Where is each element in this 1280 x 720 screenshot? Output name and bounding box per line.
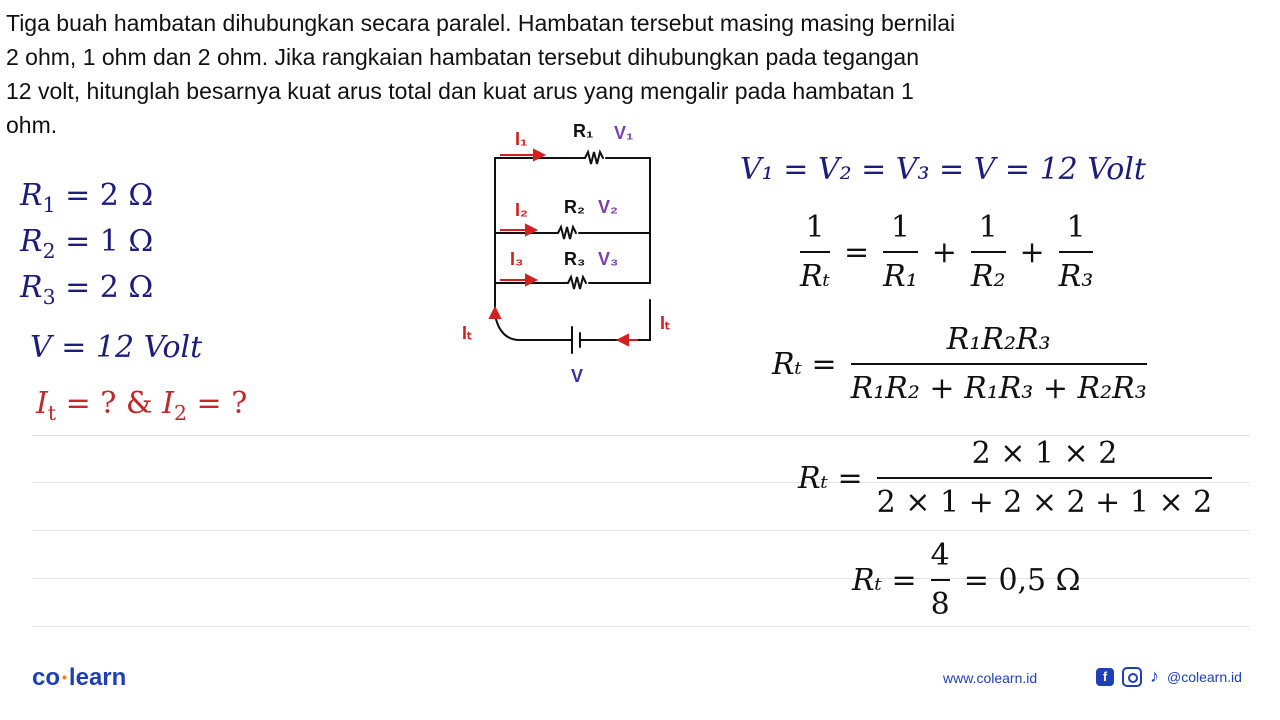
given-r2: $R_2 = 1$ Ω [20,224,154,264]
colearn-logo: co •learn [32,664,127,691]
website-link[interactable]: www.colearn.id [943,670,1038,686]
fraction-inv-r1: $\frac{1}{\text{R₁}}$ [883,210,918,294]
rt-lhs: Rₜ = [772,346,837,382]
label-i2: I₂ [515,200,528,220]
rt-formula [772,322,1147,406]
label-v2: V₂ [598,197,619,217]
label-r2: R₂ [564,197,585,217]
facebook-icon[interactable]: f [1096,668,1114,686]
fraction-inv-rt: $\frac{1}{\text{Rₜ}}$ [800,210,830,294]
given-voltage: V = 12 Volt [30,330,203,365]
label-it-left: Iₜ [462,323,473,343]
fraction-rt-formula: $\frac{\text{R₁R₂R₃}}{\text{R₁R₂ + R₁R₃ + R₂R₃}}$ [850,322,1147,406]
label-it-right: Iₜ [660,313,671,333]
given-r3: $R_3 = 2$ Ω [20,270,154,310]
current-arrows [490,150,638,345]
problem-line-3: 12 volt, hitunglah besarnya kuat arus total dan kuat arus yang mengalir pada hambatan 1 [6,78,914,104]
social-links [1096,666,1242,687]
label-v: V [571,366,584,386]
parallel-formula [800,210,1093,294]
fraction-inv-r3: $\frac{1}{\text{R₃}}$ [1058,210,1094,294]
rt-substitution [798,436,1212,520]
instagram-icon[interactable] [1122,667,1142,687]
label-i1: I₁ [515,129,528,149]
equals-sign: = [844,234,870,270]
rt-value: = 0,5 Ω [963,562,1081,598]
label-r1: R₁ [573,121,594,141]
plus-sign: + [1019,234,1045,270]
footer [0,660,1280,700]
rt-lhs: Rₜ = [852,562,917,598]
tiktok-icon[interactable]: ♪ [1150,666,1159,686]
resistor-r1 [585,152,603,164]
resistor-r3 [568,277,586,289]
label-r3: R₃ [564,249,586,269]
given-r1: $R_1 = 2$ Ω [20,178,154,218]
equal-voltage-equation: V₁ = V₂ = V₃ = V = 12 Volt [740,152,1146,187]
problem-line-1: Tiga buah hambatan dihubungkan secara paralel. Hambatan tersebut masing masing bernilai [6,10,956,36]
rule-line [32,530,1250,531]
problem-line-2: 2 ohm, 1 ohm dan 2 ohm. Jika rangkaian hambatan tersebut dihubungkan pada tegangan [6,44,919,70]
circuit-diagram [440,115,720,390]
resistor-r2 [558,227,576,239]
fraction-rt-substitution: $\frac{2 \times 1 \times 2}{2 \times 1 + 2 \times 2 + 1 \times 2}$ [876,436,1213,520]
fraction-inv-r2: $\frac{1}{\text{R₂}}$ [970,210,1006,294]
plus-sign: + [931,234,957,270]
rt-lhs: Rₜ = [798,460,863,496]
rule-line [32,626,1250,627]
problem-line-4: ohm. [6,112,58,138]
fraction-rt-result: $\frac{4}{8}$ [930,538,950,622]
label-v3: V₃ [598,249,619,269]
label-v1: V₁ [614,123,634,143]
rt-result [852,538,1081,622]
label-i3: I₃ [510,249,524,269]
question-currents: $I_t$ = ? & $I_2$ = ? [36,386,248,426]
social-handle: @colearn.id [1167,668,1242,685]
